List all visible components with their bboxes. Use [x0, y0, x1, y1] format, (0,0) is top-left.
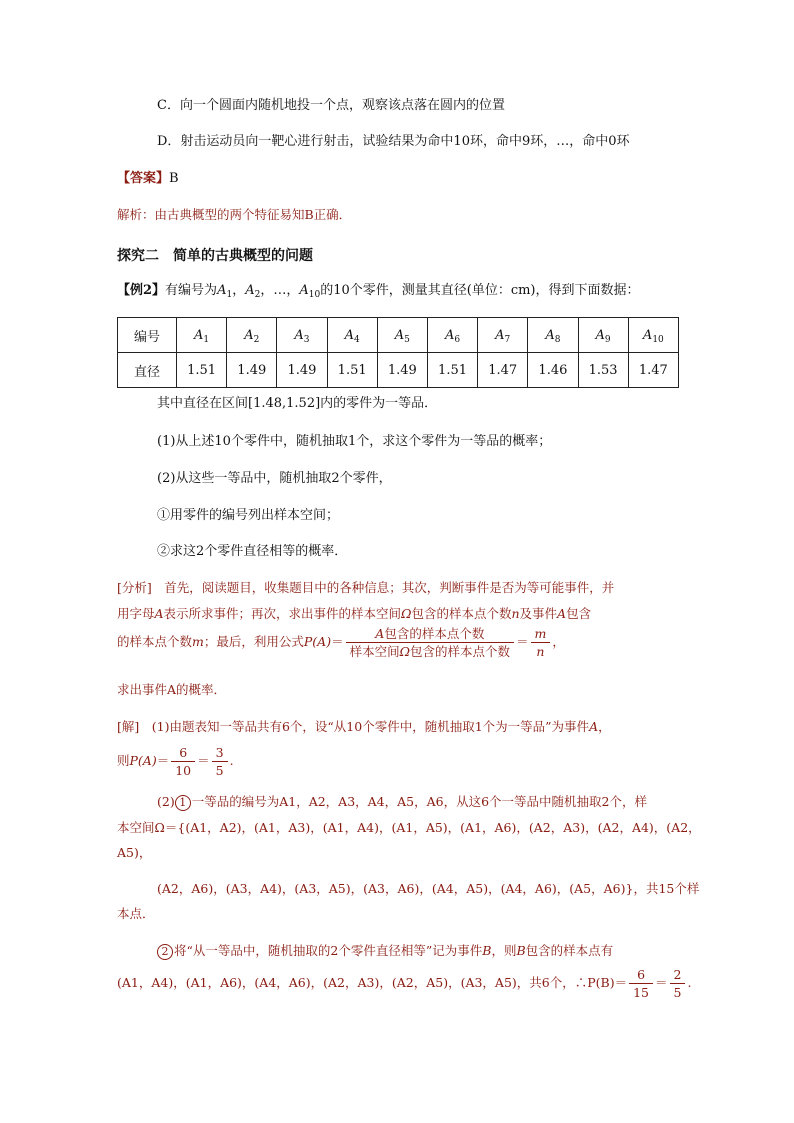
sub: 2	[253, 334, 260, 345]
explanation: 解析：由古典概型的两个特征易知B正确．	[117, 207, 352, 222]
fraction-denominator: 15	[633, 985, 649, 1000]
var-a: A	[642, 327, 653, 343]
sub: 3	[303, 334, 310, 345]
var-a: A	[595, 327, 605, 343]
fraction-2-5	[670, 966, 686, 1001]
fraction-m-n	[531, 625, 551, 660]
sym: A	[557, 606, 567, 621]
sym: Ω	[401, 606, 412, 621]
solution-part2-line-5: 本点．	[117, 906, 155, 921]
sym: B	[482, 943, 492, 958]
sep: ，	[260, 283, 274, 298]
answer-line	[117, 170, 179, 188]
table-cell-diameter: 1.49	[377, 353, 427, 388]
analysis-line-3	[117, 624, 565, 660]
solution-part2-line-4: (A2，A6)，(A3，A4)，(A3，A5)，(A3，A6)，(A4，A5)，(A4，A6)，(A5，A6)}，共15个样	[157, 881, 700, 896]
var-a: A	[294, 327, 304, 343]
ellipsis: …	[273, 283, 287, 298]
sep: ，	[232, 283, 246, 298]
sub: 10	[308, 290, 321, 300]
text: 包含的样本点个数	[411, 606, 512, 621]
table-cell-diameter: 1.47	[478, 353, 528, 388]
table-header-cell: 编号	[118, 318, 177, 353]
text: 则	[117, 753, 130, 768]
text: ＝	[156, 753, 170, 768]
fraction-3-5	[212, 744, 228, 779]
table-cell-id	[227, 318, 277, 353]
table-cell-diameter: 1.51	[327, 353, 377, 388]
problem-q2a: ①用零件的编号列出样本空间；	[157, 508, 340, 523]
var-a: A	[394, 327, 405, 343]
fraction-6-15	[629, 966, 653, 1001]
sub: 1	[226, 290, 233, 300]
table-row-diameters	[118, 353, 679, 388]
problem-q2: (2)从这些一等品中，随机抽取2个零件，	[157, 471, 392, 486]
solution-part3-line-2	[117, 965, 691, 1001]
option-c: C．向一个圆面内随机地投一个点，观察该点落在圆内的位置	[157, 98, 505, 113]
sub: 9	[604, 334, 611, 345]
fraction-numerator: 6	[171, 744, 195, 762]
sub: 10	[652, 334, 664, 345]
var-a: A	[244, 327, 254, 343]
example-text-b: 的10个零件，测量其直径(单位：cm)，得到下面数据：	[320, 283, 640, 298]
var-a: A	[245, 283, 255, 298]
fraction-numerator: 6	[629, 966, 653, 984]
var-a: A	[217, 283, 227, 298]
text: ，	[552, 634, 565, 649]
text: ，则	[491, 943, 517, 958]
sub: 4	[353, 334, 360, 345]
text: 包含的样本点个数	[384, 626, 485, 641]
solution-part3-line-1	[157, 942, 613, 960]
sym: A	[375, 626, 385, 641]
sub: 2	[254, 290, 261, 300]
var-a: A	[344, 327, 354, 343]
example-2-statement	[117, 282, 640, 300]
table-cell-id	[578, 318, 628, 353]
sym: P(A)	[303, 634, 332, 649]
table-cell-id	[177, 318, 227, 353]
sub: 7	[504, 334, 511, 345]
answer-value: B	[169, 171, 179, 186]
example-text-a: 有编号为	[165, 283, 218, 298]
text: 一等品的编号为A1，A2，A3，A4，A5，A6，从这6个一等品中随机抽取2个，样	[191, 794, 648, 809]
var-a: A	[194, 327, 204, 343]
fraction-6-10	[171, 744, 195, 779]
var-a: A	[444, 327, 455, 343]
sym: Ω	[399, 644, 410, 659]
solution-line-2	[117, 743, 234, 779]
table-header-cell: 直径	[118, 353, 177, 388]
text: ＝	[516, 634, 529, 649]
solution-part2-line-3: A5)，	[117, 845, 152, 860]
text: 包含的样本点个数	[410, 644, 511, 659]
var-a: A	[299, 283, 309, 298]
text: (A1，A4)，(A1，A6)，(A4，A6)，(A2，A3)，(A2，A5)，(A3，A5)，共6个，	[117, 975, 575, 990]
sym: A	[589, 719, 599, 734]
table-cell-diameter: 1.53	[578, 353, 628, 388]
solution-part2-line-2: 本空间Ω＝{(A1，A2)，(A1，A3)，(A1，A4)，(A1，A5)，(A1，A6)，(A2，A3)，(A2，A4)，(A2，	[117, 820, 701, 835]
solution-part2-line-1	[157, 793, 647, 811]
var-a: A	[545, 327, 555, 343]
text: ，	[598, 719, 611, 734]
table-cell-diameter: 1.51	[177, 353, 227, 388]
fraction-numerator: m	[531, 625, 551, 643]
table-cell-diameter: 1.47	[628, 353, 678, 388]
text: 表示所求事件；再次，求出事件的样本空间	[163, 606, 402, 621]
text: [解] (1)由题表知一等品共有6个，设“从10个零件中，随机抽取1个为一等品”为事件	[117, 719, 590, 734]
fraction-denominator: n	[536, 644, 545, 659]
table-cell-diameter: 1.51	[427, 353, 477, 388]
table-cell-diameter: 1.49	[277, 353, 327, 388]
table-row-ids	[118, 318, 679, 353]
text: 包含	[566, 606, 592, 621]
text: .	[229, 753, 234, 768]
table-cell-id	[327, 318, 377, 353]
circled-number: 1	[175, 795, 191, 811]
sym: m	[192, 634, 204, 649]
table-cell-id	[377, 318, 427, 353]
table-cell-diameter: 1.49	[227, 353, 277, 388]
section-title: 探究二 简单的古典概型的问题	[117, 248, 313, 264]
text: 样本空间	[349, 644, 400, 659]
solution-line-1	[117, 718, 611, 736]
sub: 8	[554, 334, 561, 345]
problem-q1: (1)从上述10个零件中，随机抽取1个，求这个零件为一等品的概率；	[157, 434, 552, 449]
text: 用字母	[117, 606, 155, 621]
fraction-denominator: 5	[215, 763, 224, 778]
table-cell-id	[478, 318, 528, 353]
fraction-denominator	[346, 643, 514, 660]
fraction-numerator	[346, 625, 514, 643]
sym: A	[154, 606, 164, 621]
text: ＝	[331, 634, 344, 649]
sub: 1	[203, 334, 210, 345]
example-tag: 【例2】	[117, 283, 166, 298]
text: (2)	[157, 794, 175, 809]
table-cell-id	[277, 318, 327, 353]
analysis-line-4: 求出事件A的概率．	[117, 682, 227, 697]
fraction-denominator: 5	[673, 985, 682, 1000]
fraction-numerator: 3	[212, 744, 228, 762]
table-cell-id	[528, 318, 578, 353]
problem-line-1: 其中直径在区间[1.48,1.52]内的零件为一等品．	[157, 396, 438, 411]
analysis-line-1: [分析] 首先，阅读题目，收集题目中的各种信息；其次，判断事件是否为等可能事件，并	[117, 580, 615, 595]
sym: n	[511, 606, 520, 621]
text: .	[687, 975, 692, 990]
text: ＝	[197, 753, 210, 768]
probability-formula	[346, 625, 514, 660]
sub: 5	[404, 334, 410, 345]
sym: P(A)	[129, 753, 157, 768]
table-cell-id	[427, 318, 477, 353]
text: ＝	[655, 975, 668, 990]
fraction-numerator: 2	[670, 966, 686, 984]
diameter-table	[117, 317, 679, 388]
text: 及事件	[519, 606, 558, 621]
text: 将“从一等品中，随机抽取的2个零件直径相等”记为事件	[174, 943, 483, 958]
text: 包含的样本点有	[525, 943, 614, 958]
var-a: A	[495, 327, 505, 343]
text: 的样本点个数	[117, 634, 193, 649]
table-cell-diameter: 1.46	[528, 353, 578, 388]
sep: ，	[286, 283, 300, 298]
option-d: D．射击运动员向一靶心进行射击，试验结果为命中10环，命中9环，…，命中0环	[157, 134, 630, 149]
problem-q2b: ②求这2个零件直径相等的概率．	[157, 544, 348, 559]
sym: B	[516, 943, 526, 958]
fraction-denominator: 10	[175, 763, 192, 778]
sub: 6	[454, 334, 461, 345]
answer-label: 【答案】	[117, 171, 170, 186]
text: ；最后，利用公式	[203, 634, 304, 649]
table-cell-id	[628, 318, 678, 353]
analysis-line-2	[117, 605, 591, 623]
circled-number: 2	[157, 944, 173, 960]
text: ∴P(B)＝	[574, 975, 628, 990]
